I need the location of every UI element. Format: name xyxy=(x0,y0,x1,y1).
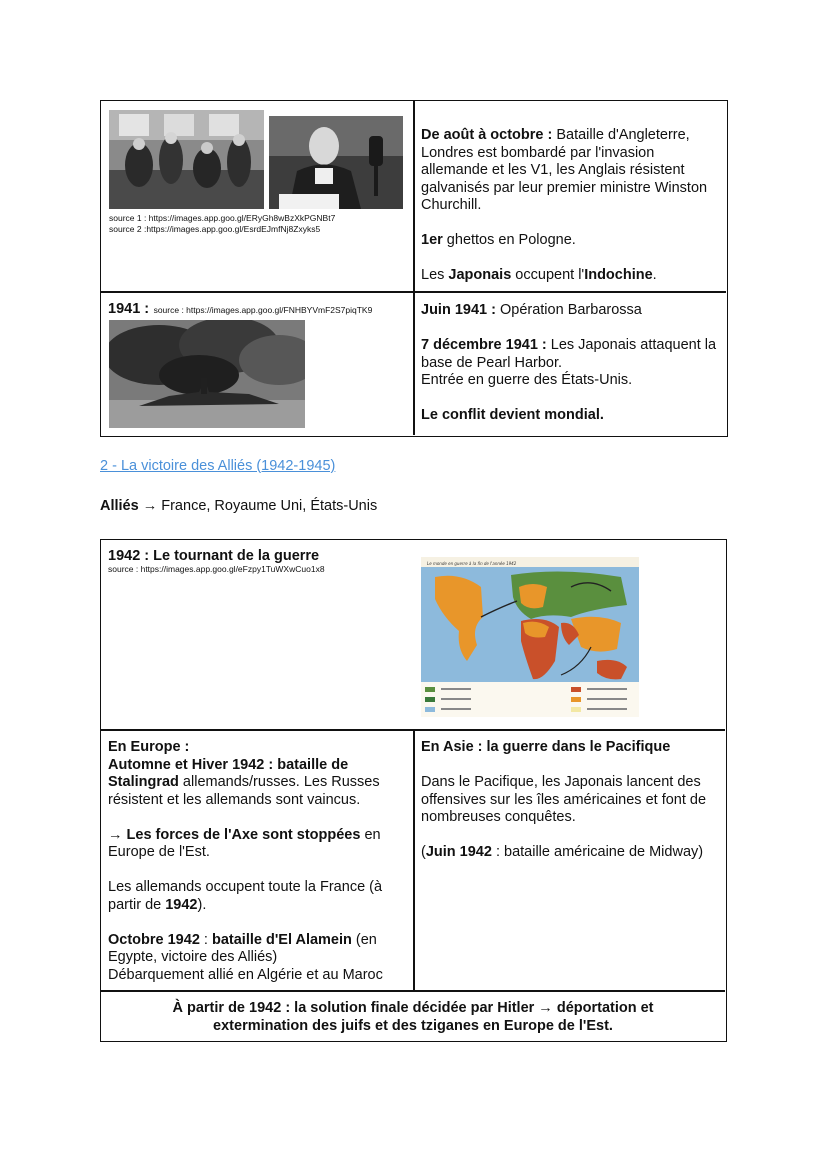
events-cell-1941: Juin 1941 : Opération Barbarossa 7 décembre 1941 : Les Japonais attaquent la base de Pearl Harbor. Entrée en guerre des États-Unis. Le conflit devient mondial. xyxy=(421,302,717,423)
events-table-1942 xyxy=(100,539,727,1042)
events-table-1940-1941 xyxy=(100,100,728,437)
final-solution-text: À partir de 1942 : la solution finale décidée par Hitler → déportation et extermination des juifs et des tziganes en Europe de l'Est. xyxy=(172,1000,654,1034)
armistice-photo xyxy=(109,110,264,209)
turning-point-cell xyxy=(108,548,408,575)
map-source[interactable]: source : https://images.app.goo.gl/eFzpy1TuWXwCuo1x8 xyxy=(108,564,325,574)
year-1941: 1941 : xyxy=(108,301,150,317)
photo-source-pearl-harbor[interactable]: source : https://images.app.goo.gl/FNHBYVmF2S7piqTK9 xyxy=(153,305,373,315)
asia-cell: En Asie : la guerre dans le Pacifique Dans le Pacifique, les Japonais lancent des offensives sur les îles américaines et font de nombreuses conquêtes. (Juin 1942 : bataille américaine de Midway) xyxy=(421,739,707,860)
map-title: Le monde en guerre à la fin de l'année 1942 xyxy=(427,561,517,566)
section-heading-link[interactable]: 2 - La victoire des Alliés (1942-1945) xyxy=(100,458,336,474)
world-conflict-statement: Le conflit devient mondial. xyxy=(421,407,604,423)
allies-line: Alliés → France, Royaume Uni, États-Unis xyxy=(100,498,378,514)
europe-cell: En Europe : Automne et Hiver 1942 : bataille de Stalingrad allemands/russes. Les Russes résistent et les allemands sont vaincus. → Les forces de l'Axe sont stoppées en Europe de l'Est. Les allemands occupent toute la France (à partir de 1942). Octobre 1942 : bataille d'El Alamein (en Egypte, victoire des Alliés) Débarquement allié en Algérie et au Maroc xyxy=(108,739,383,983)
events-cell-1940: De août à octobre : Bataille d'Angleterre, Londres est bombardé par l'invasion allemande et les V1, les Anglais résistent galvanisés par leur premier ministre Winston Churchill. 1er ghettos en Pologne. Les Japonais occupent l'Indochine. xyxy=(421,127,708,283)
world-war-map-1942 xyxy=(421,557,639,717)
photos-cell-1940 xyxy=(101,101,413,291)
asia-heading: En Asie : la guerre dans le Pacifique xyxy=(421,739,671,755)
battle-britain-date: De août à octobre : xyxy=(421,127,553,143)
photo-cell-1941 xyxy=(101,292,413,435)
europe-heading: En Europe : xyxy=(108,739,190,755)
de-gaulle-photo xyxy=(269,116,403,209)
photo-source-2[interactable]: source 2 :https://images.app.goo.gl/EsrdEJmfNj8Zxyks5 xyxy=(109,223,321,234)
photo-source-1[interactable]: source 1 : https://images.app.goo.gl/ERyGh8wBzXkPGNBt7 xyxy=(109,213,336,223)
turning-point-title: 1942 : Le tournant de la guerre xyxy=(108,548,320,564)
final-solution-cell xyxy=(141,1000,685,1035)
pearl-harbor-photo xyxy=(109,320,305,428)
